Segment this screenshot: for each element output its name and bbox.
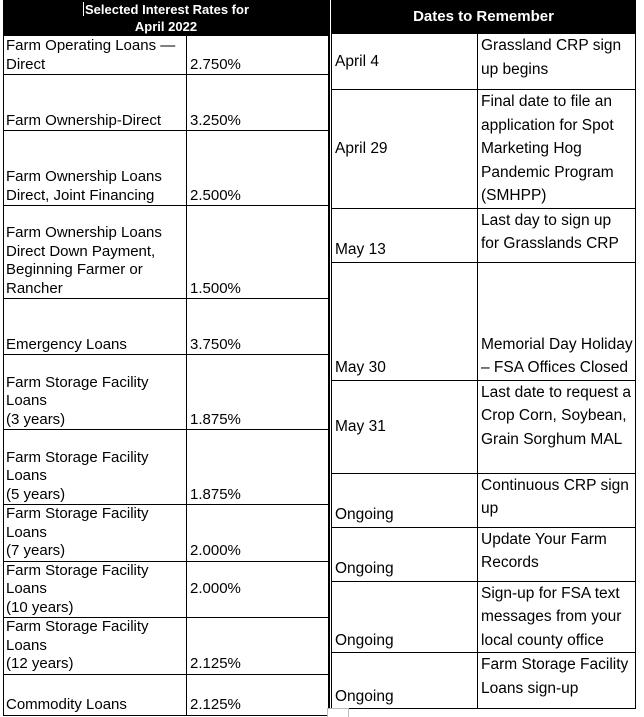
interest-rates-title	[4, 1, 329, 36]
date-cell: May 13	[331, 208, 478, 262]
loan-type-line: Direct Down Payment,	[6, 242, 156, 260]
event-description-cell: Final date to file an application for Spot Marketing Hog Pandemic Program (SMHPP)	[478, 90, 636, 209]
event-description-cell: Last date to request a Crop Corn, Soybean, Grain Sorghum MAL	[478, 380, 636, 473]
loan-type-line: Farm Storage Facility	[6, 561, 149, 579]
event-description-cell: Sign-up for FSA text messages from your local county office	[478, 581, 636, 653]
event-description-cell: Update Your Farm Records	[478, 527, 636, 581]
loan-type-line: Farm Storage Facility	[6, 448, 149, 466]
interest-rate-cell: 2.125%	[187, 674, 329, 715]
rate-row	[4, 355, 329, 430]
date-row	[331, 34, 636, 90]
interest-rate-cell: 3.250%	[187, 75, 329, 131]
date-cell: Ongoing	[331, 473, 478, 527]
date-row	[331, 262, 636, 380]
loan-type-line: Beginning Farmer or	[6, 261, 143, 278]
loan-type-line: Farm Storage Facility	[6, 618, 149, 635]
interest-rates-table	[3, 0, 329, 716]
text-cursor	[83, 2, 84, 16]
loan-type-line: Direct	[6, 55, 46, 73]
loan-type-line: Farm Storage Facility	[6, 505, 149, 522]
loan-type-line: Loans	[6, 467, 47, 484]
interest-rate-cell: 3.750%	[187, 299, 329, 355]
rate-row	[4, 75, 329, 131]
event-description-cell: Grassland CRP sign up begins	[478, 34, 636, 90]
date-cell: April 29	[331, 90, 478, 209]
interest-rate-cell: 1.500%	[187, 206, 329, 299]
loan-type-line: Loans	[6, 392, 47, 409]
date-row	[331, 527, 636, 581]
date-row	[331, 473, 636, 527]
loan-type-line: (3 years)	[6, 410, 66, 428]
date-cell: April 4	[331, 34, 478, 90]
loan-type-cell	[4, 505, 187, 562]
date-cell: Ongoing	[331, 581, 478, 653]
interest-rate-cell: 1.875%	[187, 430, 329, 505]
date-cell: Ongoing	[331, 653, 478, 709]
loan-type-cell	[4, 618, 187, 675]
interest-rate-cell: 1.875%	[187, 355, 329, 430]
rate-row	[4, 674, 329, 715]
loan-type-line: Farm Ownership-Direct	[6, 111, 162, 129]
loan-type-cell	[4, 206, 187, 299]
interest-rate-cell: 2.125%	[187, 618, 329, 675]
loan-type-cell	[4, 355, 187, 430]
interest-rate-cell: 2.500%	[187, 131, 329, 206]
date-row	[331, 90, 636, 209]
loan-type-cell	[4, 299, 187, 355]
dates-header-row	[331, 1, 636, 34]
loan-type-line: Emergency Loans	[6, 335, 127, 353]
rate-row	[4, 131, 329, 206]
rate-row	[4, 430, 329, 505]
interest-rates-title-line1: Selected Interest Rates for	[85, 2, 250, 17]
table-resize-handle[interactable]	[327, 708, 349, 717]
rate-row	[4, 561, 329, 618]
loan-type-line: (10 years)	[6, 598, 74, 616]
date-row	[331, 208, 636, 262]
dates-title: Dates to Remember	[331, 1, 636, 34]
loan-type-line: Commodity Loans	[6, 696, 127, 713]
loan-type-line: Farm Storage Facility	[6, 373, 149, 391]
loan-type-line: Loans	[6, 580, 47, 597]
date-cell: May 31	[331, 380, 478, 473]
rate-row	[4, 299, 329, 355]
interest-rate-cell: 2.750%	[187, 36, 329, 75]
interest-rates-header-row	[4, 1, 329, 36]
loan-type-line: Direct, Joint Financing	[6, 186, 155, 204]
rate-row	[4, 618, 329, 675]
loan-type-line: Farm Operating Loans —	[6, 37, 176, 54]
loan-type-cell	[4, 561, 187, 618]
interest-rate-cell: 2.000%	[187, 505, 329, 562]
loan-type-line: Rancher	[6, 279, 63, 297]
loan-type-line: (7 years)	[6, 542, 66, 559]
date-row	[331, 653, 636, 709]
event-description-cell: Memorial Day Holiday – FSA Offices Closed	[478, 262, 636, 380]
loan-type-cell	[4, 430, 187, 505]
loan-type-cell	[4, 674, 187, 715]
interest-rate-cell: 2.000%	[187, 561, 329, 618]
loan-type-line: (5 years)	[6, 485, 66, 503]
loan-type-cell	[4, 36, 187, 75]
date-row	[331, 581, 636, 653]
dates-to-remember-table	[329, 0, 636, 709]
interest-rates-title-line2: April 2022	[134, 19, 198, 34]
rate-row	[4, 36, 329, 75]
date-cell: Ongoing	[331, 527, 478, 581]
loan-type-cell	[4, 131, 187, 206]
rate-row	[4, 206, 329, 299]
loan-type-line: Loans	[6, 523, 47, 541]
loan-type-line: Farm Ownership Loans	[6, 224, 162, 241]
rate-row	[4, 505, 329, 562]
date-cell: May 30	[331, 262, 478, 380]
date-row	[331, 380, 636, 473]
loan-type-line: (12 years)	[6, 655, 74, 672]
loan-type-cell	[4, 75, 187, 131]
loan-type-line: Farm Ownership Loans	[6, 168, 162, 185]
event-description-cell: Continuous CRP sign up	[478, 473, 636, 527]
event-description-cell: Last day to sign up for Grasslands CRP	[478, 208, 636, 262]
loan-type-line: Loans	[6, 636, 47, 654]
event-description-cell: Farm Storage Facility Loans sign-up	[478, 653, 636, 709]
